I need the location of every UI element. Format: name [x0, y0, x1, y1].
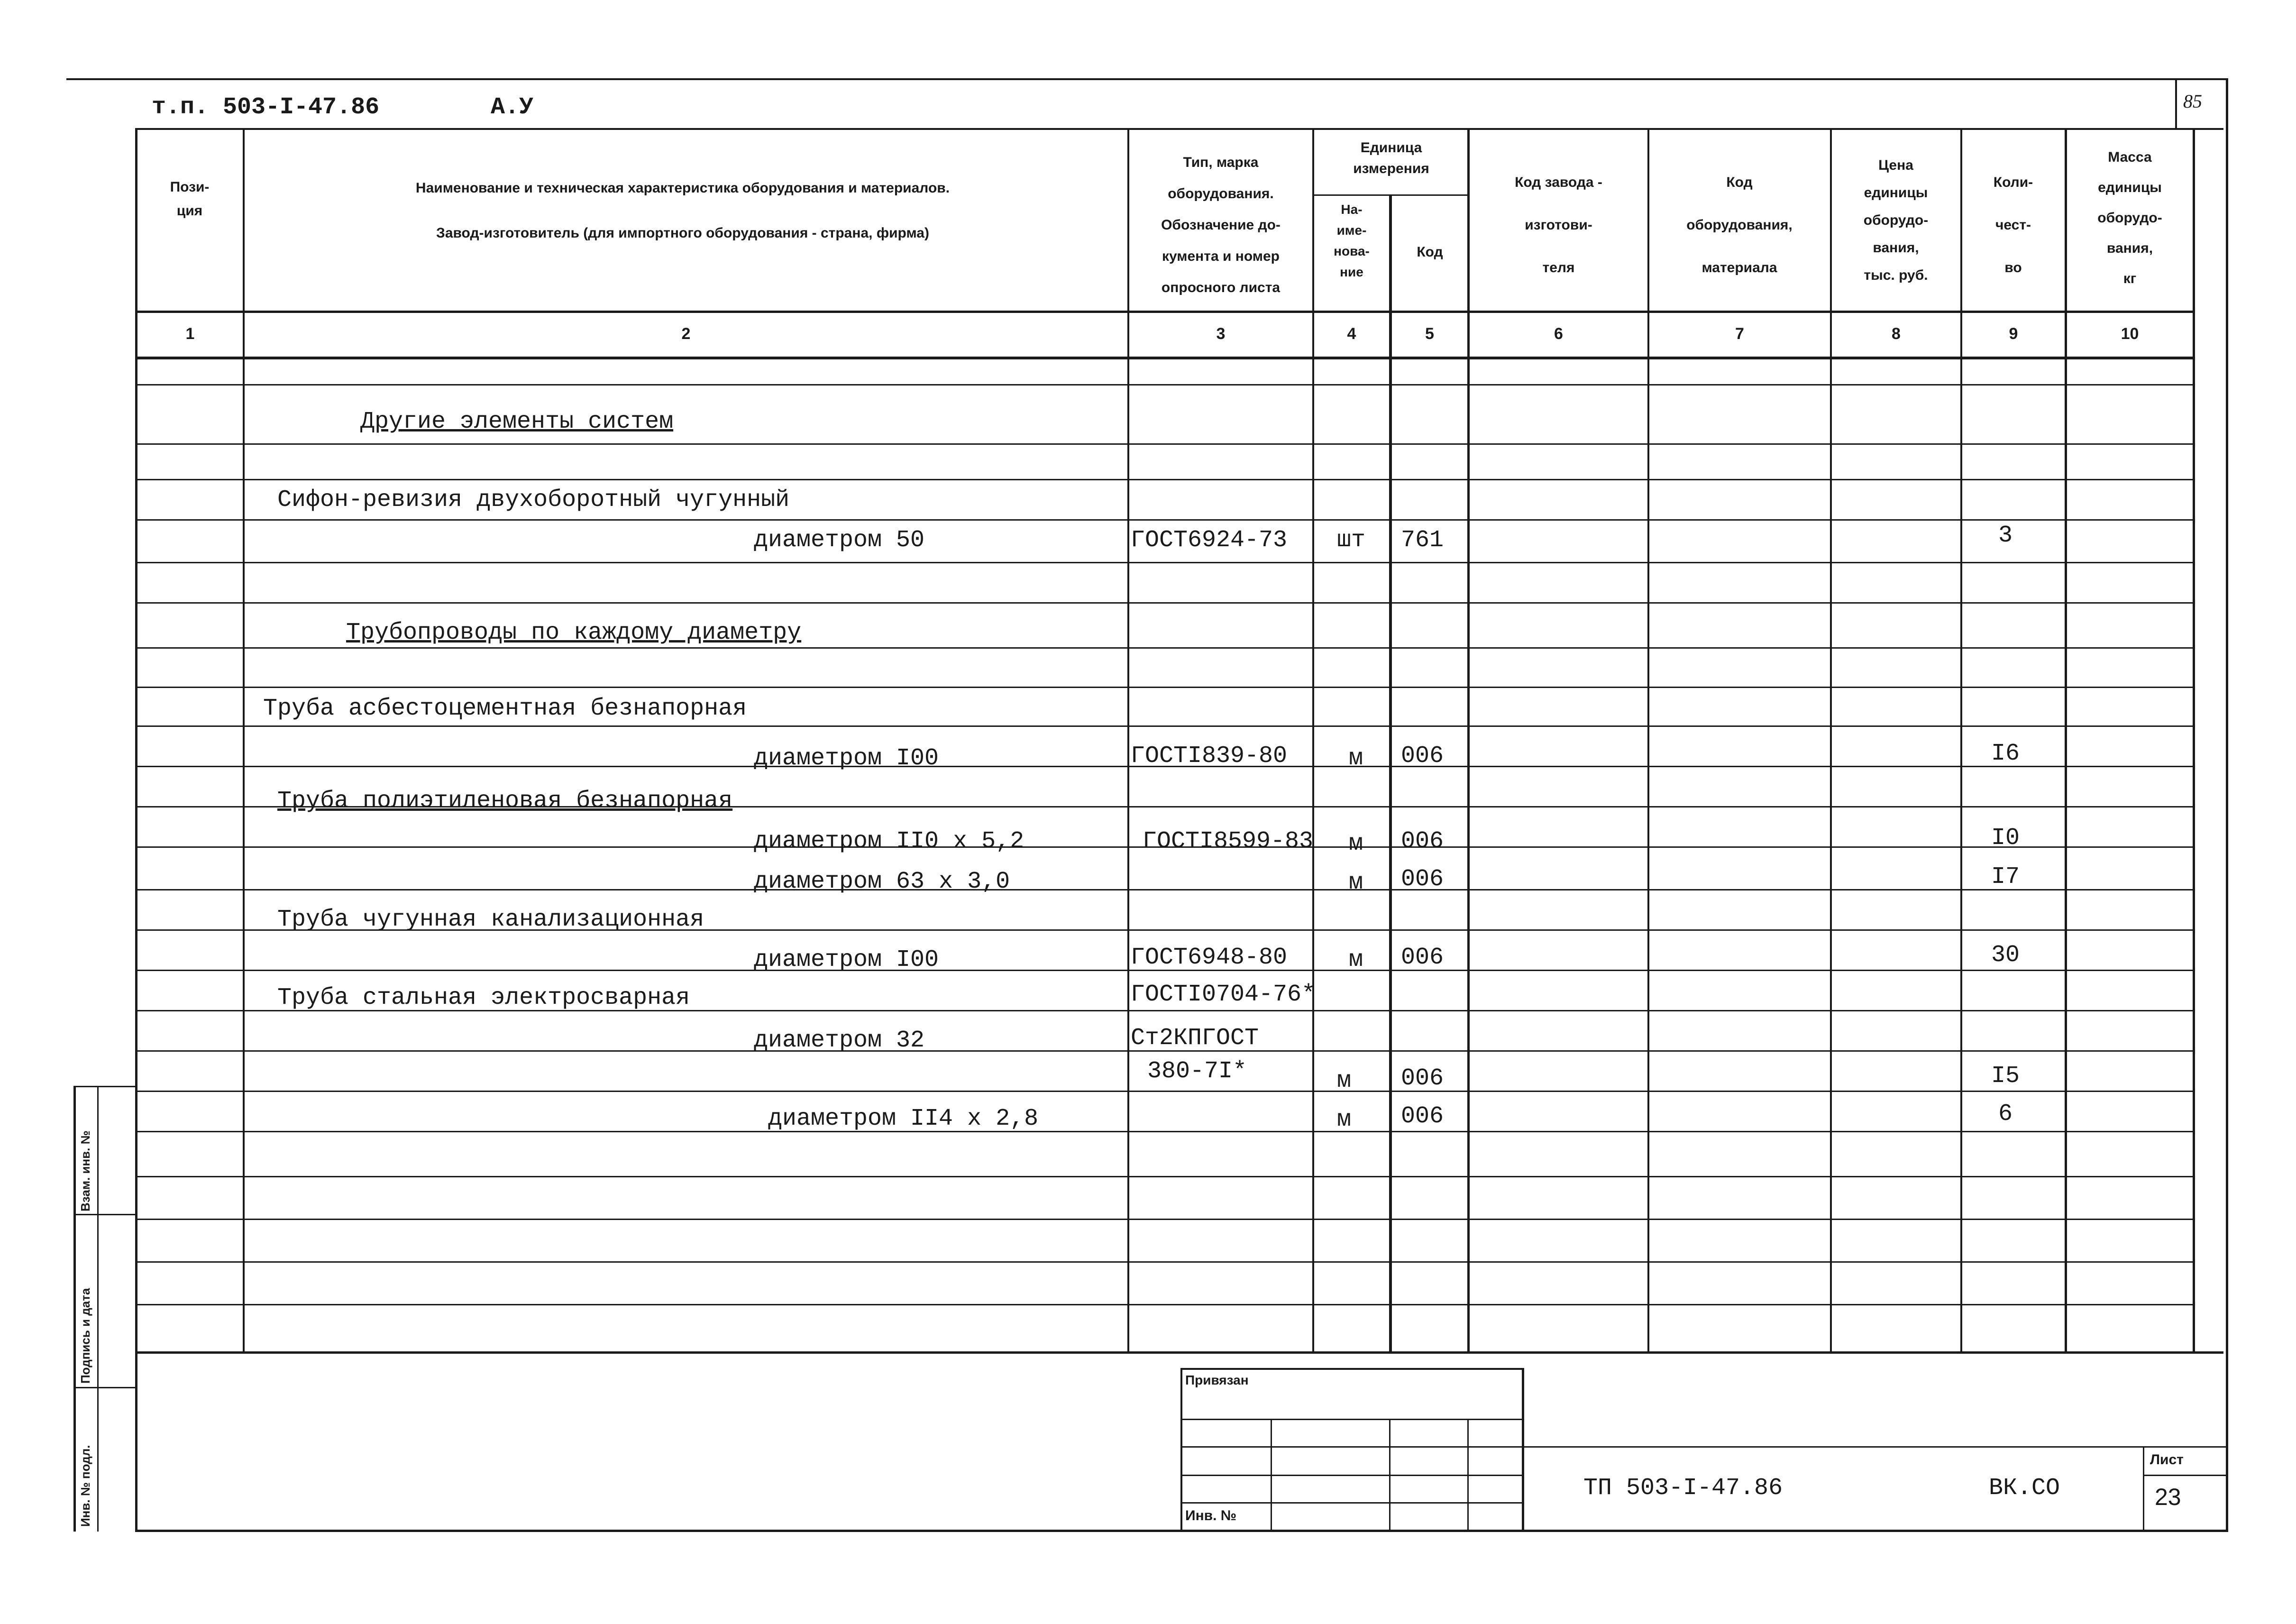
col-number-10: 10 — [2121, 325, 2139, 343]
item-quantity: I6 — [1991, 740, 2020, 767]
item-doc: ГОСТ6924-73 — [1131, 527, 1288, 554]
document-designation: ТП 503-I-47.86 — [1583, 1475, 1783, 1502]
item-name: Труба чугунная канализационная — [277, 906, 704, 933]
top-reference: т.п. 503-I-47.86 — [152, 94, 380, 121]
row-divider — [137, 1176, 2195, 1177]
page-corner-number: 85 — [2183, 91, 2202, 112]
row-divider — [137, 602, 2195, 604]
item-quantity: 3 — [1998, 522, 2013, 549]
row-divider — [137, 647, 2195, 649]
item-subname: диаметром I00 — [754, 745, 939, 772]
header-name-line2: Завод-изготовитель (для импортного оборудования - страна, фирма) — [436, 225, 929, 241]
corner-box-line — [2175, 78, 2177, 128]
item-doc: Ст2КПГОСТ — [1131, 1025, 1259, 1052]
row-divider — [137, 384, 2195, 385]
row-divider — [137, 889, 2195, 890]
item-unit: м — [1349, 946, 1363, 973]
item-unit: м — [1349, 869, 1363, 896]
item-doc: ГОСТ6948-80 — [1131, 944, 1288, 971]
item-subname: диаметром 50 — [754, 527, 925, 554]
item-quantity: 6 — [1998, 1101, 2013, 1128]
stamp-privyazan: Привязан — [1185, 1373, 1249, 1387]
header-unit-group: Единица измерения — [1353, 140, 1429, 176]
col-number-3: 3 — [1216, 325, 1226, 343]
col-number-7: 7 — [1735, 325, 1744, 343]
row-divider — [137, 1304, 2195, 1305]
item-doc: ГОСТI0704-76* — [1131, 981, 1316, 1008]
row-divider — [137, 562, 2195, 563]
col-number-5: 5 — [1425, 325, 1434, 343]
header-position: Пози- ция — [170, 179, 210, 219]
item-subname: диаметром II4 x 2,8 — [768, 1105, 1039, 1132]
item-unit: шт — [1337, 527, 1366, 554]
item-unit-code: 006 — [1401, 1065, 1444, 1092]
item-unit-code: 006 — [1401, 828, 1444, 855]
item-subname: диаметром II0 x 5,2 — [754, 828, 1025, 855]
row-divider — [137, 479, 2195, 480]
item-quantity: I5 — [1991, 1063, 2020, 1090]
item-unit-code: 006 — [1401, 743, 1444, 770]
col-number-8: 8 — [1892, 325, 1901, 343]
header-unit-code: Код — [1417, 244, 1443, 260]
item-subname: диаметром I00 — [754, 946, 939, 973]
header-factory-code: Код завода - изготови- теля — [1515, 174, 1602, 275]
item-doc: 380-7I* — [1147, 1058, 1247, 1085]
frame-right-line — [2226, 78, 2228, 1532]
row-divider — [137, 1131, 2195, 1132]
item-doc: ГОСТI8599-83 — [1143, 828, 1314, 855]
item-unit-code: 006 — [1401, 866, 1444, 893]
col-number-9: 9 — [2009, 325, 2018, 343]
header-equipment-code: Код оборудования, материала — [1686, 174, 1793, 275]
sheet-number: 23 — [2155, 1484, 2181, 1510]
sheet-label: Лист — [2150, 1452, 2184, 1468]
col-number-1: 1 — [185, 325, 195, 343]
stamp-inv-no: Инв. № — [1185, 1508, 1237, 1523]
col-number-2: 2 — [681, 325, 691, 343]
item-unit-code: 006 — [1401, 1103, 1444, 1130]
row-divider — [137, 725, 2195, 727]
item-unit: м — [1337, 1067, 1352, 1094]
header-unit-price: Цена единицы оборудо- вания, тыс. руб. — [1863, 157, 1929, 283]
item-unit: м — [1349, 745, 1363, 772]
item-name: Труба асбестоцементная безнапорная — [263, 695, 747, 722]
item-unit-code: 006 — [1401, 944, 1444, 971]
row-divider — [137, 443, 2195, 445]
top-reference-suffix: А.У — [491, 94, 534, 121]
item-quantity: 30 — [1991, 942, 2020, 969]
item-subname: диаметром 32 — [754, 1027, 925, 1054]
side-vzam-inv: Взам. инв. № — [78, 1130, 92, 1211]
header-quantity: Коли- чест- во — [1993, 174, 2033, 275]
item-unit: м — [1349, 830, 1363, 857]
side-signature-date: Подпись и дата — [78, 1288, 92, 1384]
side-inv-podl: Инв. № подл. — [78, 1445, 92, 1527]
item-quantity: I7 — [1991, 863, 2020, 890]
item-unit: м — [1337, 1106, 1352, 1133]
row-divider — [137, 1091, 2195, 1092]
item-name: Труба полиэтиленовая безнапорная — [277, 788, 733, 815]
item-doc: ГОСТI839-80 — [1131, 743, 1288, 770]
header-unit-mass: Масса единицы оборудо- вания, кг — [2097, 149, 2162, 286]
item-quantity: I0 — [1991, 825, 2020, 852]
row-divider — [137, 1219, 2195, 1220]
item-unit-code: 761 — [1401, 527, 1444, 554]
section-title: Трубопроводы по каждому диаметру — [346, 619, 802, 646]
row-divider — [137, 687, 2195, 688]
header-type-doc: Тип, марка оборудования. Обозначение до- кумента и номер опросного листа — [1161, 155, 1281, 295]
item-name: Сифон-ревизия двухоборотный чугунный — [277, 486, 790, 514]
item-name: Труба стальная электросварная — [277, 984, 690, 1011]
document-code: ВК.СО — [1989, 1475, 2060, 1502]
section-title: Другие элементы систем — [360, 408, 674, 435]
col-number-4: 4 — [1347, 325, 1356, 343]
row-divider — [137, 519, 2195, 521]
header-unit-name: На- име- нова- ние — [1334, 202, 1370, 279]
row-divider — [137, 1261, 2195, 1263]
col-number-6: 6 — [1554, 325, 1563, 343]
frame-top-line — [66, 78, 2228, 80]
header-name-line1: Наименование и техническая характеристика оборудования и материалов. — [415, 180, 950, 196]
item-subname: диаметром 63 x 3,0 — [754, 868, 1010, 895]
